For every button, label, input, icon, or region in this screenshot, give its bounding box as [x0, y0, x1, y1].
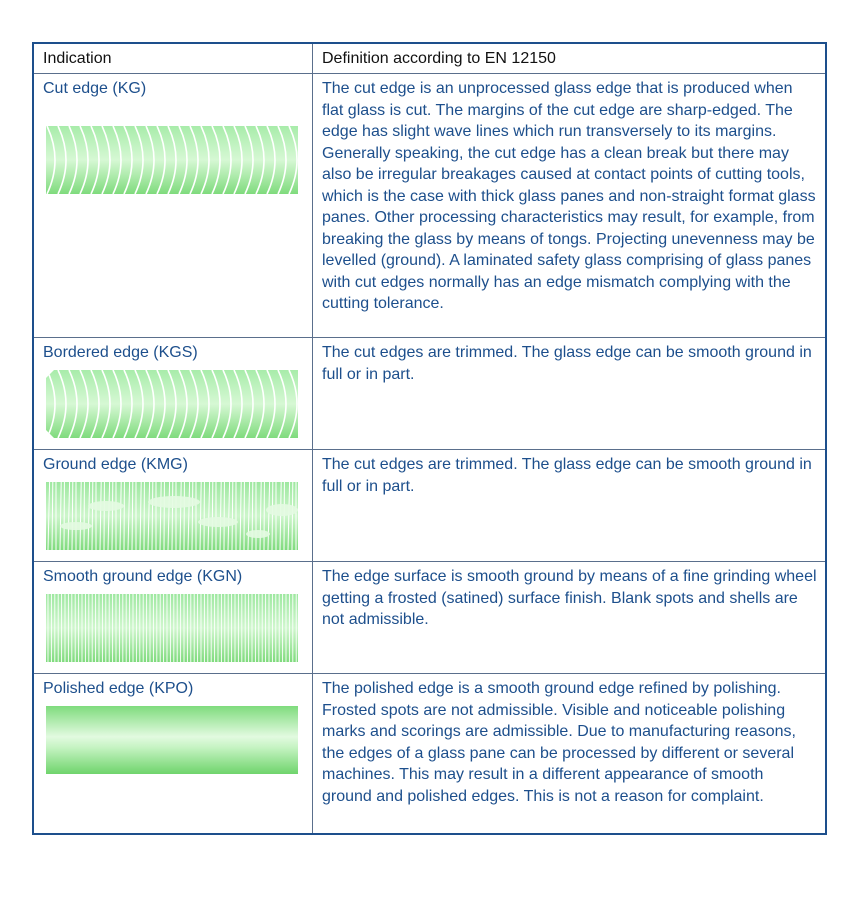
- indication-label: Ground edge (KMG): [43, 456, 188, 473]
- edge-definition-table: [32, 42, 827, 835]
- table-row-polished-edge: [34, 673, 825, 833]
- indication-label: Cut edge (KG): [43, 80, 147, 97]
- indication-cell: [34, 74, 313, 337]
- header-indication: Indication: [34, 44, 313, 73]
- definition-text: The edge surface is smooth ground by means of a fine grinding wheel getting a frosted (satined) surface finish. Blank spots and shells are not admissible.: [322, 568, 817, 628]
- definition-cell: [313, 450, 825, 561]
- table-row-bordered-edge: [34, 337, 825, 449]
- table-row-smooth-ground-edge: [34, 561, 825, 673]
- bordered-edge-illustration: [46, 370, 298, 438]
- polished-edge-illustration: [46, 706, 298, 774]
- header-definition: Definition according to EN 12150: [322, 50, 556, 67]
- table-row-cut-edge: [34, 73, 825, 337]
- definition-cell: [313, 74, 825, 337]
- smooth-ground-edge-illustration: [46, 594, 298, 662]
- indication-label: Smooth ground edge (KGN): [43, 568, 243, 585]
- indication-cell: [34, 450, 313, 561]
- indication-cell: [34, 562, 313, 673]
- table-row-ground-edge: [34, 449, 825, 561]
- ground-edge-illustration: [46, 482, 298, 550]
- table-header-row: [34, 44, 825, 73]
- definition-cell: [313, 562, 825, 673]
- indication-cell: [34, 338, 313, 449]
- definition-cell: [313, 674, 825, 833]
- cut-edge-illustration: [46, 126, 298, 194]
- indication-label: Bordered edge (KGS): [43, 344, 198, 361]
- definition-text: The cut edges are trimmed. The glass edge can be smooth ground in full or in part.: [322, 344, 812, 383]
- definition-cell: [313, 338, 825, 449]
- indication-cell: [34, 674, 313, 833]
- indication-label: Polished edge (KPO): [43, 680, 194, 697]
- definition-text: The cut edge is an unprocessed glass edge that is produced when flat glass is cut. The margins of the cut edge are sharp-edged. The edge has slight wave lines which run transversely to its margins. Generally speaking, the cut edge has a clean break but there may also be irregular breakages caused at contact points of cutting tools, which is the case with thick glass panes and non-straight format glass panes. Other processing characteristics may result, for example, from breaking the glass by means of tongs. Projecting unevenness may be levelled (ground). A laminated safety glass comprising of glass panes with cut edges normally has an edge mismatch complying with the cutting tolerance.: [322, 80, 816, 312]
- definition-text: The polished edge is a smooth ground edge refined by polishing. Frosted spots are not admissible. Visible and noticeable polishing marks and scorings are admissible. Due to manufacturing reasons, the edges of a glass pane can be processed by different or several machines. This may result in a different appearance of smooth ground and polished edges. This is not a reason for complaint.: [322, 680, 796, 805]
- definition-text: The cut edges are trimmed. The glass edge can be smooth ground in full or in part.: [322, 456, 812, 495]
